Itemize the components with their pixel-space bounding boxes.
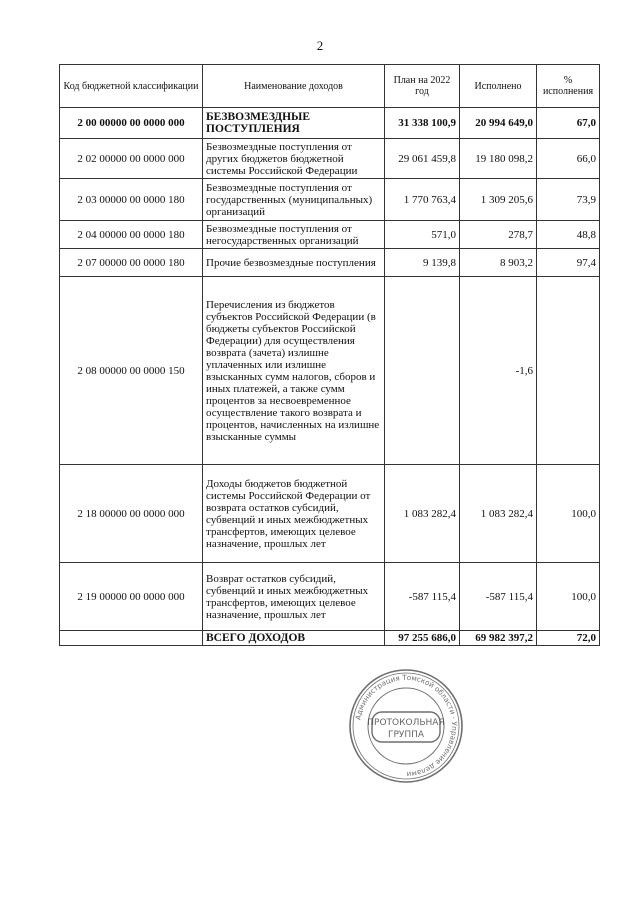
header-code: Код бюджетной классификации	[60, 65, 203, 108]
row-name: Перечисления из бюджетов субъектов Российской Федерации (в бюджеты субъектов Российской Федерации) для осуществления возврата (зачета) излишне уплаченных или излишне взысканных сумм налогов, сборов и иных платежей, а также сумм процентов за несвоевременное осуществление такого возврата и процентов, начисленных на излишне взысканные суммы	[203, 277, 385, 465]
header-plan: План на 2022 год	[385, 65, 460, 108]
table-row	[60, 221, 600, 249]
row-name: БЕЗВОЗМЕЗДНЫЕ ПОСТУПЛЕНИЯ	[203, 108, 385, 139]
row-percent: 67,0	[537, 108, 600, 139]
stamp-center-line-1: ПРОТОКОЛЬНАЯ	[367, 718, 445, 728]
row-percent: 100,0	[537, 563, 600, 631]
table-row	[60, 249, 600, 277]
row-done: -1,6	[460, 277, 537, 465]
row-done: 19 180 098,2	[460, 139, 537, 179]
row-percent: 100,0	[537, 465, 600, 563]
row-done: 1 309 205,6	[460, 179, 537, 221]
row-name: Безвозмездные поступления от других бюджетов бюджетной системы Российской Федерации	[203, 139, 385, 179]
table-row	[60, 465, 600, 563]
row-done: 278,7	[460, 221, 537, 249]
row-plan: 571,0	[385, 221, 460, 249]
row-code: 2 08 00000 00 0000 150	[60, 277, 203, 465]
row-code: 2 18 00000 00 0000 000	[60, 465, 203, 563]
row-code	[60, 631, 203, 646]
row-plan: 9 139,8	[385, 249, 460, 277]
table-row	[60, 277, 600, 465]
table-row	[60, 139, 600, 179]
table-header-row	[60, 65, 600, 108]
row-name: ВСЕГО ДОХОДОВ	[203, 631, 385, 646]
row-code: 2 00 00000 00 0000 000	[60, 108, 203, 139]
row-done: -587 115,4	[460, 563, 537, 631]
income-table	[59, 64, 600, 646]
table-row-total	[60, 631, 600, 646]
row-percent: 72,0	[537, 631, 600, 646]
stamp-ring-text: Администрация Томской области · Управление делами	[353, 672, 460, 780]
header-done: Исполнено	[460, 65, 537, 108]
table-row	[60, 563, 600, 631]
row-done: 69 982 397,2	[460, 631, 537, 646]
row-plan: 29 061 459,8	[385, 139, 460, 179]
row-name: Возврат остатков субсидий, субвенций и иных межбюджетных трансфертов, имеющих целевое назначение, прошлых лет	[203, 563, 385, 631]
table-row	[60, 108, 600, 139]
row-name: Прочие безвозмездные поступления	[203, 249, 385, 277]
row-name: Безвозмездные поступления от государственных (муниципальных) организаций	[203, 179, 385, 221]
row-plan	[385, 277, 460, 465]
row-plan: -587 115,4	[385, 563, 460, 631]
row-percent	[537, 277, 600, 465]
table-row	[60, 179, 600, 221]
row-plan: 31 338 100,9	[385, 108, 460, 139]
row-code: 2 19 00000 00 0000 000	[60, 563, 203, 631]
row-percent: 48,8	[537, 221, 600, 249]
stamp-center-line-2: ГРУППА	[387, 730, 425, 740]
header-percent: % исполнения	[537, 65, 600, 108]
row-percent: 73,9	[537, 179, 600, 221]
page-number: 2	[316, 38, 324, 53]
row-name: Доходы бюджетов бюджетной системы Российской Федерации от возврата остатков субсидий, субвенций и иных межбюджетных трансфертов, имеющих целевое назначение, прошлых лет	[203, 465, 385, 563]
row-code: 2 04 00000 00 0000 180	[60, 221, 203, 249]
row-plan: 1 083 282,4	[385, 465, 460, 563]
row-done: 1 083 282,4	[460, 465, 537, 563]
row-code: 2 03 00000 00 0000 180	[60, 179, 203, 221]
row-done: 8 903,2	[460, 249, 537, 277]
row-code: 2 07 00000 00 0000 180	[60, 249, 203, 277]
row-plan: 97 255 686,0	[385, 631, 460, 646]
header-name: Наименование доходов	[203, 65, 385, 108]
row-name: Безвозмездные поступления от негосударственных организаций	[203, 221, 385, 249]
row-plan: 1 770 763,4	[385, 179, 460, 221]
row-percent: 97,4	[537, 249, 600, 277]
row-code: 2 02 00000 00 0000 000	[60, 139, 203, 179]
row-done: 20 994 649,0	[460, 108, 537, 139]
official-stamp	[346, 666, 466, 786]
row-percent: 66,0	[537, 139, 600, 179]
